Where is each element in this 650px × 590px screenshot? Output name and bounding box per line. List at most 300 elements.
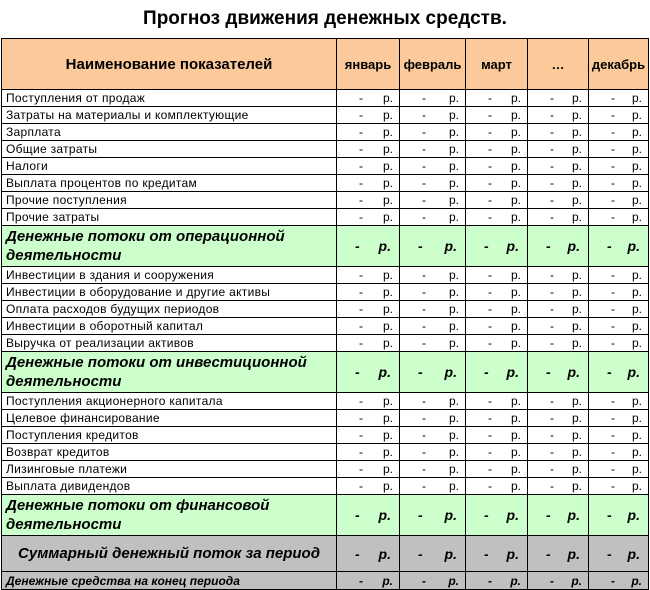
value-cell[interactable]	[528, 158, 589, 175]
value-dash: -	[422, 411, 426, 425]
currency-unit: р.	[510, 193, 521, 207]
table-row	[2, 192, 649, 209]
value-dash: -	[359, 411, 363, 425]
value-cell[interactable]	[528, 335, 589, 352]
value-dash: -	[488, 125, 492, 139]
value-cell[interactable]	[528, 536, 589, 572]
value-cell[interactable]	[400, 192, 466, 209]
currency-unit: р.	[627, 545, 640, 562]
row-label-cell[interactable]: Прочие поступления	[2, 192, 337, 209]
value-cell[interactable]	[400, 284, 466, 301]
currency-unit: р.	[631, 142, 642, 156]
value-dash: -	[422, 193, 426, 207]
row-label-cell[interactable]: Лизинговые платежи	[2, 461, 337, 478]
value-dash: -	[550, 462, 554, 476]
value-dash: -	[611, 302, 615, 316]
table-row	[2, 461, 649, 478]
value-dash: -	[546, 364, 551, 380]
currency-unit: р.	[567, 364, 580, 380]
value-cell[interactable]	[466, 352, 528, 393]
value-cell[interactable]	[589, 124, 649, 141]
value-cell[interactable]	[528, 124, 589, 141]
table-row	[2, 141, 649, 158]
row-label-cell[interactable]: Целевое финансирование	[2, 410, 337, 427]
value-dash: -	[359, 479, 363, 493]
column-header-name[interactable]: Наименование показателей	[2, 39, 337, 90]
currency-unit: р.	[510, 394, 521, 408]
value-dash: -	[550, 193, 554, 207]
column-header-month[interactable]: март	[466, 39, 528, 90]
currency-unit: р.	[382, 142, 393, 156]
currency-unit: р.	[448, 285, 459, 299]
currency-unit: р.	[382, 268, 393, 282]
value-cell[interactable]	[400, 175, 466, 192]
value-cell[interactable]	[400, 410, 466, 427]
currency-unit: р.	[571, 462, 582, 476]
currency-unit: р.	[571, 268, 582, 282]
currency-unit: р.	[631, 159, 642, 173]
value-cell[interactable]	[466, 124, 528, 141]
value-cell[interactable]	[337, 393, 400, 410]
row-label-cell[interactable]: Выплата процентов по кредитам	[2, 175, 337, 192]
table-row	[2, 301, 649, 318]
value-dash: -	[422, 336, 426, 350]
value-cell[interactable]	[528, 267, 589, 284]
currency-unit: р.	[631, 108, 642, 122]
currency-unit: р.	[382, 445, 393, 459]
value-cell[interactable]	[528, 393, 589, 410]
value-cell[interactable]	[589, 318, 649, 335]
value-cell[interactable]	[400, 141, 466, 158]
value-cell[interactable]	[337, 107, 400, 124]
value-cell[interactable]	[337, 427, 400, 444]
column-header-month[interactable]: февраль	[400, 39, 466, 90]
value-cell[interactable]	[466, 284, 528, 301]
value-dash: -	[611, 142, 615, 156]
value-dash: -	[550, 210, 554, 224]
value-cell[interactable]	[528, 209, 589, 226]
value-cell[interactable]	[400, 352, 466, 393]
value-cell[interactable]	[589, 226, 649, 267]
value-cell[interactable]	[528, 478, 589, 495]
value-dash: -	[611, 285, 615, 299]
value-cell[interactable]	[466, 90, 528, 107]
row-label-cell[interactable]: Поступления кредитов	[2, 427, 337, 444]
currency-unit: р.	[444, 507, 457, 523]
value-cell[interactable]	[466, 444, 528, 461]
summary-row	[2, 536, 649, 572]
value-cell[interactable]	[528, 427, 589, 444]
value-dash: -	[355, 507, 360, 523]
row-label-cell[interactable]: Денежные потоки от инвестиционной деятельности	[2, 352, 337, 393]
value-cell[interactable]	[528, 495, 589, 536]
row-label-cell[interactable]: Налоги	[2, 158, 337, 175]
value-dash: -	[422, 91, 426, 105]
value-cell[interactable]	[337, 536, 400, 572]
value-cell[interactable]	[337, 410, 400, 427]
column-header-month[interactable]: декабрь	[589, 39, 649, 90]
currency-unit: р.	[448, 159, 459, 173]
value-cell[interactable]	[337, 124, 400, 141]
currency-unit: р.	[571, 573, 582, 588]
value-dash: -	[488, 268, 492, 282]
currency-unit: р.	[448, 445, 459, 459]
currency-unit: р.	[382, 125, 393, 139]
value-cell[interactable]	[337, 175, 400, 192]
value-dash: -	[359, 394, 363, 408]
value-cell[interactable]	[400, 301, 466, 318]
value-cell[interactable]	[466, 335, 528, 352]
value-dash: -	[488, 394, 492, 408]
value-dash: -	[488, 336, 492, 350]
value-cell[interactable]	[589, 410, 649, 427]
currency-unit: р.	[571, 479, 582, 493]
value-cell[interactable]	[528, 175, 589, 192]
row-label-cell[interactable]: Выплата дивидендов	[2, 478, 337, 495]
value-cell[interactable]	[400, 536, 466, 572]
value-cell[interactable]	[337, 495, 400, 536]
value-dash: -	[611, 411, 615, 425]
row-label-cell[interactable]: Инвестиции в здания и сооружения	[2, 267, 337, 284]
currency-unit: р.	[510, 210, 521, 224]
value-dash: -	[550, 573, 554, 588]
currency-unit: р.	[448, 319, 459, 333]
value-cell[interactable]	[528, 226, 589, 267]
value-cell[interactable]	[466, 209, 528, 226]
value-dash: -	[611, 210, 615, 224]
row-label-cell[interactable]: Денежные средства на конец периода	[2, 572, 337, 590]
value-cell[interactable]	[400, 107, 466, 124]
currency-unit: р.	[448, 302, 459, 316]
row-label-cell[interactable]: Прочие затраты	[2, 209, 337, 226]
value-dash: -	[546, 507, 551, 523]
value-dash: -	[359, 125, 363, 139]
currency-unit: р.	[510, 573, 521, 588]
value-dash: -	[611, 428, 615, 442]
value-cell[interactable]	[589, 495, 649, 536]
currency-unit: р.	[510, 319, 521, 333]
value-cell[interactable]	[589, 267, 649, 284]
row-label-cell[interactable]: Затраты на материалы и комплектующие	[2, 107, 337, 124]
value-cell[interactable]	[337, 267, 400, 284]
value-dash: -	[422, 159, 426, 173]
section-total-row	[2, 352, 649, 393]
currency-unit: р.	[631, 573, 642, 588]
value-cell[interactable]	[400, 427, 466, 444]
currency-unit: р.	[627, 238, 640, 254]
value-cell[interactable]	[589, 444, 649, 461]
value-cell[interactable]	[466, 301, 528, 318]
currency-unit: р.	[510, 411, 521, 425]
currency-unit: р.	[627, 507, 640, 523]
value-dash: -	[359, 193, 363, 207]
row-label-cell[interactable]: Денежные потоки от финансовой деятельности	[2, 495, 337, 536]
value-cell[interactable]	[528, 90, 589, 107]
value-cell[interactable]	[466, 192, 528, 209]
value-cell[interactable]	[400, 335, 466, 352]
currency-unit: р.	[382, 462, 393, 476]
currency-unit: р.	[378, 507, 391, 523]
currency-unit: р.	[382, 302, 393, 316]
value-dash: -	[611, 159, 615, 173]
value-dash: -	[488, 479, 492, 493]
value-cell[interactable]	[337, 444, 400, 461]
row-label-cell[interactable]: Поступления акционерного капитала	[2, 393, 337, 410]
currency-unit: р.	[631, 210, 642, 224]
currency-unit: р.	[571, 193, 582, 207]
value-dash: -	[550, 285, 554, 299]
currency-unit: р.	[448, 125, 459, 139]
currency-unit: р.	[571, 394, 582, 408]
value-cell[interactable]	[528, 107, 589, 124]
value-cell[interactable]	[466, 461, 528, 478]
currency-unit: р.	[444, 238, 457, 254]
value-cell[interactable]	[466, 478, 528, 495]
currency-unit: р.	[627, 364, 640, 380]
row-label-cell[interactable]: Оплата расходов будущих периодов	[2, 301, 337, 318]
row-label-cell[interactable]: Поступления от продаж	[2, 90, 337, 107]
currency-unit: р.	[510, 108, 521, 122]
value-cell[interactable]	[466, 536, 528, 572]
currency-unit: р.	[382, 159, 393, 173]
currency-unit: р.	[510, 428, 521, 442]
value-dash: -	[550, 319, 554, 333]
currency-unit: р.	[448, 573, 459, 588]
value-cell[interactable]	[466, 410, 528, 427]
value-cell[interactable]	[400, 267, 466, 284]
row-label-cell[interactable]: Инвестиции в оборотный капитал	[2, 318, 337, 335]
value-cell[interactable]	[589, 192, 649, 209]
value-dash: -	[550, 479, 554, 493]
page-title: Прогноз движения денежных средств.	[143, 8, 507, 29]
currency-unit: р.	[571, 302, 582, 316]
value-dash: -	[488, 176, 492, 190]
currency-unit: р.	[571, 91, 582, 105]
value-cell[interactable]	[589, 461, 649, 478]
value-dash: -	[611, 108, 615, 122]
value-cell[interactable]	[337, 572, 400, 590]
value-cell[interactable]	[400, 495, 466, 536]
value-cell[interactable]	[337, 284, 400, 301]
value-cell[interactable]	[400, 209, 466, 226]
value-cell[interactable]	[528, 192, 589, 209]
currency-unit: р.	[448, 462, 459, 476]
value-cell[interactable]	[589, 427, 649, 444]
value-cell[interactable]	[337, 90, 400, 107]
value-cell[interactable]	[337, 318, 400, 335]
value-dash: -	[422, 573, 426, 588]
value-dash: -	[422, 479, 426, 493]
value-dash: -	[550, 108, 554, 122]
value-cell[interactable]	[400, 478, 466, 495]
value-dash: -	[359, 108, 363, 122]
value-cell[interactable]	[337, 461, 400, 478]
value-dash: -	[550, 411, 554, 425]
value-cell[interactable]	[528, 141, 589, 158]
section-total-row	[2, 226, 649, 267]
value-cell[interactable]	[528, 284, 589, 301]
value-cell[interactable]	[466, 226, 528, 267]
value-dash: -	[422, 428, 426, 442]
currency-unit: р.	[571, 411, 582, 425]
value-cell[interactable]	[337, 209, 400, 226]
value-dash: -	[422, 445, 426, 459]
value-cell[interactable]	[589, 572, 649, 590]
currency-unit: р.	[567, 545, 580, 562]
column-header-month[interactable]: январь	[337, 39, 400, 90]
row-label-cell[interactable]: Суммарный денежный поток за период	[2, 536, 337, 572]
value-cell[interactable]	[466, 495, 528, 536]
value-cell[interactable]	[589, 536, 649, 572]
table-row	[2, 175, 649, 192]
value-cell[interactable]	[466, 175, 528, 192]
value-dash: -	[355, 364, 360, 380]
section-total-row	[2, 495, 649, 536]
value-cell[interactable]	[466, 158, 528, 175]
value-cell[interactable]	[589, 158, 649, 175]
value-dash: -	[359, 268, 363, 282]
value-cell[interactable]	[400, 124, 466, 141]
value-dash: -	[488, 193, 492, 207]
currency-unit: р.	[631, 193, 642, 207]
currency-unit: р.	[571, 319, 582, 333]
row-label-cell[interactable]: Выручка от реализации активов	[2, 335, 337, 352]
value-dash: -	[550, 268, 554, 282]
value-cell[interactable]	[466, 107, 528, 124]
value-cell[interactable]	[400, 393, 466, 410]
value-cell[interactable]	[589, 352, 649, 393]
currency-unit: р.	[382, 428, 393, 442]
value-cell[interactable]	[400, 461, 466, 478]
value-cell[interactable]	[589, 107, 649, 124]
value-cell[interactable]	[528, 410, 589, 427]
currency-unit: р.	[571, 108, 582, 122]
value-dash: -	[484, 545, 489, 562]
value-cell[interactable]	[589, 284, 649, 301]
currency-unit: р.	[571, 428, 582, 442]
currency-unit: р.	[448, 108, 459, 122]
value-cell[interactable]	[589, 301, 649, 318]
value-cell[interactable]	[400, 572, 466, 590]
table-row	[2, 267, 649, 284]
value-dash: -	[611, 319, 615, 333]
value-dash: -	[488, 91, 492, 105]
value-cell[interactable]	[337, 192, 400, 209]
table-row	[2, 478, 649, 495]
row-label-cell[interactable]: Общие затраты	[2, 141, 337, 158]
value-dash: -	[550, 125, 554, 139]
table-row	[2, 90, 649, 107]
value-cell[interactable]	[589, 209, 649, 226]
value-cell[interactable]	[466, 572, 528, 590]
value-cell[interactable]	[589, 478, 649, 495]
currency-unit: р.	[571, 176, 582, 190]
row-label-cell[interactable]: Инвестиции в оборудование и другие активы	[2, 284, 337, 301]
value-cell[interactable]	[337, 352, 400, 393]
value-dash: -	[359, 176, 363, 190]
row-label-cell[interactable]: Денежные потоки от операционной деятельности	[2, 226, 337, 267]
value-dash: -	[422, 302, 426, 316]
value-cell[interactable]	[589, 393, 649, 410]
value-cell[interactable]	[337, 226, 400, 267]
value-dash: -	[550, 159, 554, 173]
value-cell[interactable]	[528, 461, 589, 478]
value-cell[interactable]	[528, 352, 589, 393]
value-dash: -	[488, 462, 492, 476]
currency-unit: р.	[382, 336, 393, 350]
currency-unit: р.	[448, 193, 459, 207]
column-header-month[interactable]: …	[528, 39, 589, 90]
value-cell[interactable]	[466, 393, 528, 410]
value-cell[interactable]	[589, 335, 649, 352]
value-dash: -	[359, 302, 363, 316]
table-row	[2, 410, 649, 427]
value-cell[interactable]	[528, 301, 589, 318]
value-cell[interactable]	[528, 318, 589, 335]
value-cell[interactable]	[337, 301, 400, 318]
currency-unit: р.	[382, 319, 393, 333]
currency-unit: р.	[510, 125, 521, 139]
currency-unit: р.	[382, 394, 393, 408]
value-cell[interactable]	[528, 572, 589, 590]
currency-unit: р.	[567, 238, 580, 254]
value-cell[interactable]	[466, 427, 528, 444]
value-cell[interactable]	[466, 267, 528, 284]
value-dash: -	[484, 238, 489, 254]
value-cell[interactable]	[337, 141, 400, 158]
value-dash: -	[611, 336, 615, 350]
value-dash: -	[359, 336, 363, 350]
value-dash: -	[550, 394, 554, 408]
currency-unit: р.	[571, 125, 582, 139]
value-cell[interactable]	[400, 226, 466, 267]
table-body	[2, 90, 649, 590]
currency-unit: р.	[444, 545, 457, 562]
value-cell[interactable]	[589, 175, 649, 192]
value-cell[interactable]	[337, 478, 400, 495]
value-cell[interactable]	[400, 444, 466, 461]
value-cell[interactable]	[589, 141, 649, 158]
currency-unit: р.	[448, 428, 459, 442]
row-label-cell[interactable]: Возврат кредитов	[2, 444, 337, 461]
value-cell[interactable]	[589, 90, 649, 107]
currency-unit: р.	[506, 507, 519, 523]
value-cell[interactable]	[337, 335, 400, 352]
value-dash: -	[359, 285, 363, 299]
value-cell[interactable]	[466, 141, 528, 158]
value-dash: -	[422, 394, 426, 408]
value-dash: -	[611, 394, 615, 408]
currency-unit: р.	[631, 479, 642, 493]
value-dash: -	[488, 573, 492, 588]
value-dash: -	[546, 545, 551, 562]
value-cell[interactable]	[400, 90, 466, 107]
currency-unit: р.	[571, 210, 582, 224]
value-dash: -	[607, 545, 612, 562]
value-dash: -	[359, 428, 363, 442]
value-cell[interactable]	[466, 318, 528, 335]
value-cell[interactable]	[400, 318, 466, 335]
value-dash: -	[359, 445, 363, 459]
value-cell[interactable]	[400, 158, 466, 175]
row-label-cell[interactable]: Зарплата	[2, 124, 337, 141]
value-cell[interactable]	[337, 158, 400, 175]
value-dash: -	[359, 159, 363, 173]
value-dash: -	[422, 268, 426, 282]
value-cell[interactable]	[528, 444, 589, 461]
value-dash: -	[359, 573, 363, 588]
value-dash: -	[422, 210, 426, 224]
